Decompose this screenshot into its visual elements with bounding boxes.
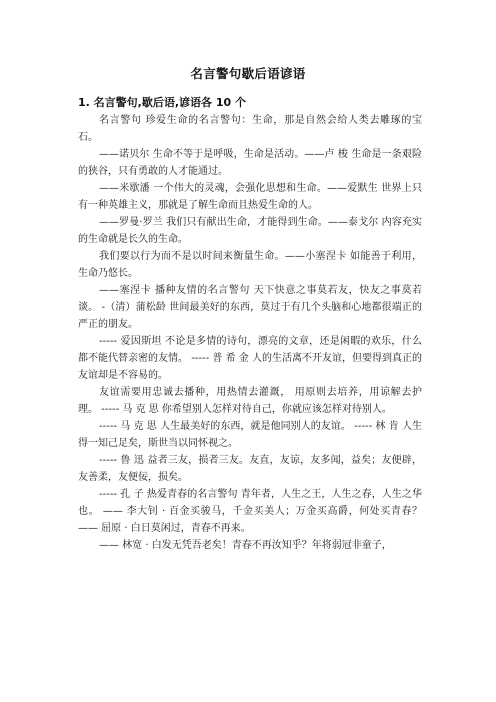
paragraph: ----- 爱因斯坦 不论是多情的诗句，漂亮的文章，还是闲暇的欢乐，什么都不能代替亲密的友情。 ----- 普 希 金 人的生活离不开友谊，但要得到真正的友谊却是不容易的。: [78, 336, 422, 381]
section-heading: 1. 名言警句,歇后语,谚语各 10 个: [78, 96, 246, 109]
paragraph: 名言警句 珍爱生命的名言警句：生命，那是自然会给人类去雕琢的宝石。: [78, 115, 422, 143]
document-title: 名言警句歇后语谚语: [190, 66, 306, 81]
paragraph: —— 林宽 · 白发无凭吾老矣！青春不再汝知乎？年将弱冠非童子，: [99, 540, 392, 551]
paragraph: ——塞涅卡 播种友情的名言警句 天下快意之事莫若友，快友之事莫若谈。 -（清）蒲松龄 世间最美好的东西，莫过于有几个头脑和心地都很端正的严正的朋友。: [78, 285, 422, 330]
paragraph: 我们要以行为而不是以时间来衡量生命。——小塞涅卡 如能善于利用，生命乃悠长。: [78, 251, 422, 279]
paragraph: ——罗曼·罗兰 我们只有献出生命，才能得到生命。——泰戈尔 内容充实的生命就是长久的生命。: [78, 217, 422, 245]
paragraph: ----- 马 克 思 人生最美好的东西，就是他同别人的友谊。 ----- 林 肯 人生得一知己足矣，斯世当以同怀视之。: [78, 421, 422, 449]
paragraph: ----- 鲁 迅 益者三友，损者三友。友直，友谅，友多闻，益矣；友便辟，友善柔，友便佞，损矣。: [78, 455, 422, 483]
paragraph: ----- 孔 子 热爱青春的名言警句 青年者，人生之王，人生之春，人生之华也。 —— 李大钊 · 百金买骏马，千金买美人；万金买高爵，何处买青春？ —— 屈原 · 白日莫闲过，青春不再来。: [78, 489, 422, 534]
paragraph: ——米歇潘 一个伟大的灵魂，会强化思想和生命。——爱默生 世界上只有一种英雄主义，那就是了解生命而且热爱生命的人。: [78, 183, 422, 211]
document-body: [78, 112, 422, 554]
paragraph: 友谊需要用忠诚去播种，用热情去灌溉， 用原则去培养，用谅解去护理。 ----- 马 克 思 你希望别人怎样对待自己，你就应该怎样对待别人。: [78, 387, 422, 415]
paragraph: ——诺贝尔 生命不等于是呼吸，生命是活动。——卢 梭 生命是一条艰险的狭谷，只有勇敢的人才能通过。: [78, 149, 422, 177]
